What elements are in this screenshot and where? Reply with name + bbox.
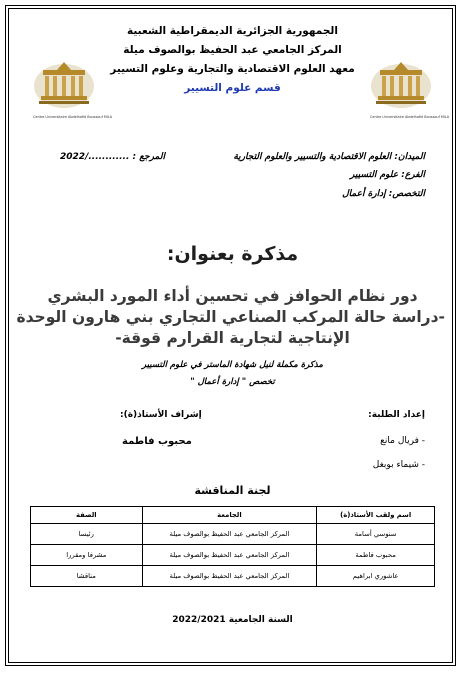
- member-role: مناقشا: [31, 566, 143, 587]
- thesis-title: [16, 286, 445, 349]
- student-1: - فريال مانع: [380, 436, 425, 446]
- committee-table: [30, 506, 435, 587]
- thesis-title-line2: -دراسة حالة المركب الصناعي التجاري بني هارون الوحدة: [16, 308, 445, 326]
- students-label: إعداد الطلبة:: [368, 410, 425, 420]
- meta-specialty: التخصص: إدارة أعمال: [342, 189, 425, 199]
- table-row: [31, 524, 435, 545]
- specialty-note: تخصص " إدارة أعمال ": [190, 377, 275, 387]
- member-university: المركز الجامعي عبد الحفيظ بوالصوف ميلة: [142, 566, 317, 587]
- committee-title: لجنة المناقشة: [194, 484, 271, 497]
- supervisor-label: إشراف الأستاذ(ة):: [120, 410, 202, 420]
- member-role: مشرفا ومقررا: [31, 545, 143, 566]
- header-university: المركز الجامعي عبد الحفيظ بوالصوف ميلة: [123, 44, 342, 56]
- meta-reference: المرجع : ............/2022: [60, 152, 166, 162]
- university-logo-right: [370, 56, 450, 119]
- member-university: المركز الجامعي عبد الحفيظ بوالصوف ميلة: [142, 545, 317, 566]
- member-university: المركز الجامعي عبد الحفيظ بوالصوف ميلة: [142, 524, 317, 545]
- member-name: سنوسي أسامة: [317, 524, 435, 545]
- supervisor-name: محبوب فاطمة: [122, 436, 192, 447]
- university-logo-icon: [370, 56, 432, 110]
- memo-title: مذكرة بعنوان:: [166, 243, 299, 265]
- degree-notes: [20, 357, 445, 391]
- academic-year: السنة الجامعية 2022/2021: [172, 615, 293, 625]
- member-role: رئيسا: [31, 524, 143, 545]
- meta-field: الميدان: العلوم الاقتصادية والتسيير والعلوم التجارية: [233, 152, 425, 162]
- header-department: قسم علوم التسيير: [184, 82, 281, 94]
- header-institute: معهد العلوم الاقتصادية والتجارية وعلوم التسيير: [110, 63, 355, 75]
- student-2: - شيماء بوبغل: [372, 460, 425, 470]
- column-header-name: اسم ولقب الأستاذ(ة): [317, 507, 435, 524]
- logo-caption: Centre Universitaire Abdelhafid Boussouf MILA: [33, 115, 113, 119]
- degree-note: مذكرة مكملة لنيل شهادة الماستر في علوم التسيير: [142, 360, 323, 370]
- table-header-row: [31, 507, 435, 524]
- table-row: [31, 545, 435, 566]
- member-name: محبوب فاطمة: [317, 545, 435, 566]
- column-header-university: الجامعة: [142, 507, 317, 524]
- university-logo-left: [33, 56, 113, 119]
- table-row: [31, 566, 435, 587]
- thesis-title-line1: دور نظام الحوافز في تحسين أداء المورد البشري: [47, 287, 418, 305]
- column-header-role: الصفة: [31, 507, 143, 524]
- university-logo-icon: [33, 56, 95, 110]
- meta-branch: الفرع: علوم التسيير: [350, 170, 425, 180]
- header-republic: الجمهورية الجزائرية الديمقراطية الشعبية: [127, 25, 338, 37]
- institution-header: [100, 22, 365, 98]
- thesis-title-line3: الإنتاجية لتجارية القرارم قوقة-: [115, 329, 350, 347]
- member-name: عاشوري ابراهيم: [317, 566, 435, 587]
- logo-caption: Centre Universitaire Abdelhafid Boussouf MILA: [370, 115, 450, 119]
